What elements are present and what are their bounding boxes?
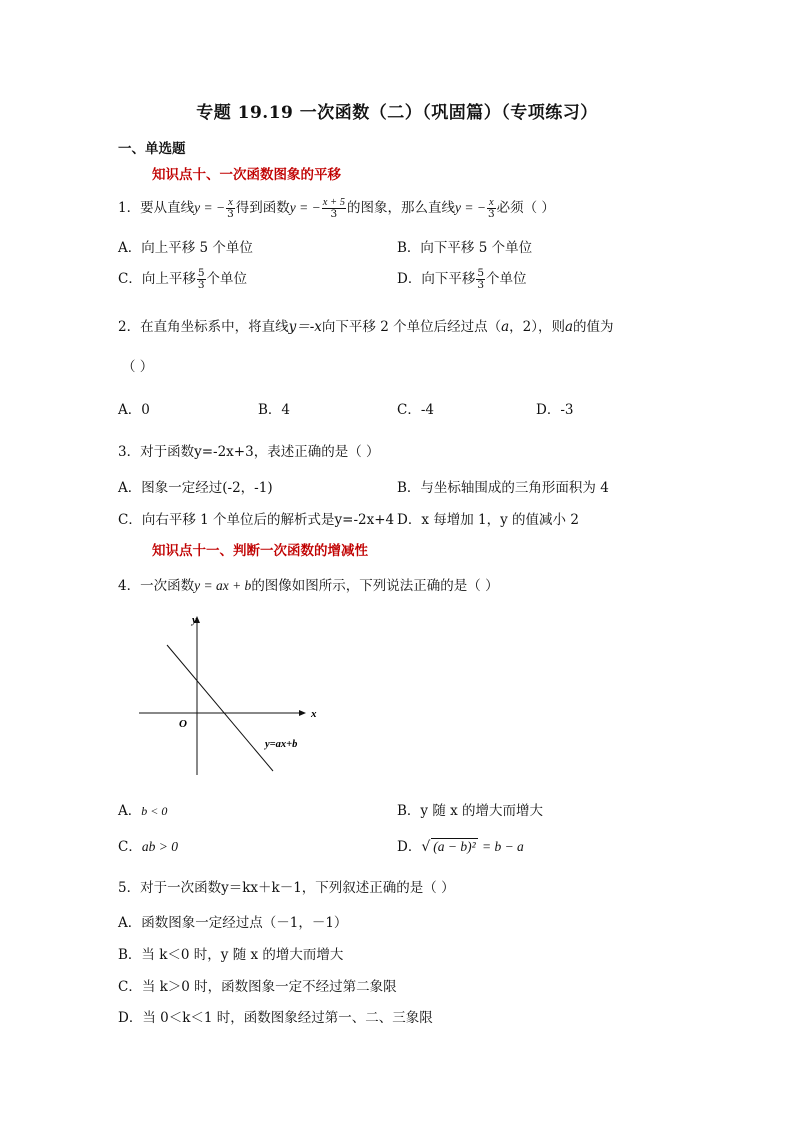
page-title: 专题 19.19 一次函数（二）（巩固篇）（专项练习） — [196, 103, 598, 123]
q2-option-c: C．-4 — [397, 402, 434, 418]
q4-option-b: B．y 随 x 的增大而增大 — [397, 803, 544, 819]
question-1-stem — [118, 196, 555, 220]
q1-mid1: 得到函数 — [235, 200, 290, 216]
q3-option-c: C．向右平移 1 个单位后的解析式是y=-2x+4 — [118, 512, 395, 528]
q1-fraction-3: $\frac{x}{3}$ — [487, 197, 495, 220]
q2-option-a: A．0 — [118, 402, 150, 418]
q3-option-d: D．x 每增加 1，y 的值减小 2 — [397, 512, 579, 528]
q1-eq3: y = − — [454, 200, 486, 215]
q2-answer-paren: （ ） — [122, 359, 154, 375]
q1-mid2: 的图象，那么直线 — [346, 200, 455, 216]
q5-option-a: A．函数图象一定经过点（－1，－1） — [118, 915, 348, 931]
question-4-stem: 4．一次函数y = ax + b的图像如图所示，下列说法正确的是（ ） — [118, 578, 499, 594]
function-line — [167, 645, 273, 771]
q3-option-a: A．图象一定经过(-2，-1) — [118, 480, 273, 496]
line-label: y=ax+b — [265, 739, 298, 750]
q1-option-b: B．向下平移 5 个单位 — [397, 240, 533, 256]
q1-fraction-1: $\frac{x}{3}$ — [227, 197, 234, 220]
q3-option-b: B．与坐标轴围成的三角形面积为 4 — [397, 480, 609, 496]
q5-option-b: B．当 k＜0 时，y 随 x 的增大而增大 — [118, 947, 344, 963]
q4-option-a: A．b < 0 — [118, 803, 168, 819]
q2-option-b: B．4 — [258, 402, 291, 418]
q1-option-d: D．向下平移 $\frac{5}{3}$ 个单位 — [397, 267, 527, 291]
q1-eq1: y = − — [194, 200, 226, 215]
q1-option-d-fraction: $\frac{5}{3}$ — [477, 267, 485, 291]
q4-option-d: D．√ (a − b)² = b − a — [397, 839, 524, 855]
q5-option-c: C．当 k＞0 时，函数图象一定不经过第二象限 — [118, 979, 397, 995]
y-axis-label: y — [192, 614, 197, 626]
knowledge-point-10: 知识点十、一次函数图象的平移 — [152, 167, 341, 183]
section-heading: 一、单选题 — [118, 141, 186, 157]
q1-option-a: A．向上平移 5 个单位 — [118, 240, 253, 256]
q5-option-d: D．当 0＜k＜1 时，函数图象经过第一、二、三象限 — [118, 1010, 433, 1026]
q1-option-c: C．向上平移 $\frac{5}{3}$ 个单位 — [118, 267, 248, 291]
q4-option-c: C．ab > 0 — [118, 839, 178, 855]
origin-label: O — [179, 718, 187, 730]
question-3-stem: 3．对于函数y=-2x+3，表述正确的是（ ） — [118, 444, 380, 460]
q2-option-d: D．-3 — [536, 402, 574, 418]
q1-suffix: 必须（ ） — [496, 200, 555, 216]
x-axis-label: x — [311, 708, 317, 720]
q1-option-c-fraction: $\frac{5}{3}$ — [197, 267, 205, 291]
question-5-stem: 5．对于一次函数y＝kx＋k－1，下列叙述正确的是（ ） — [118, 880, 455, 896]
q1-fraction-2: $\frac{x + 5}{3}$ — [322, 197, 345, 220]
knowledge-point-11: 知识点十一、判断一次函数的增减性 — [152, 543, 368, 559]
q1-prefix: 1．要从直线 — [118, 200, 195, 216]
q1-eq2: y = − — [289, 200, 321, 215]
q4-function-graph — [135, 605, 315, 780]
question-2-stem: 2．在直角坐标系中，将直线y＝-x向下平移 2 个单位后经过点（a，2），则a的值为 — [118, 319, 614, 335]
